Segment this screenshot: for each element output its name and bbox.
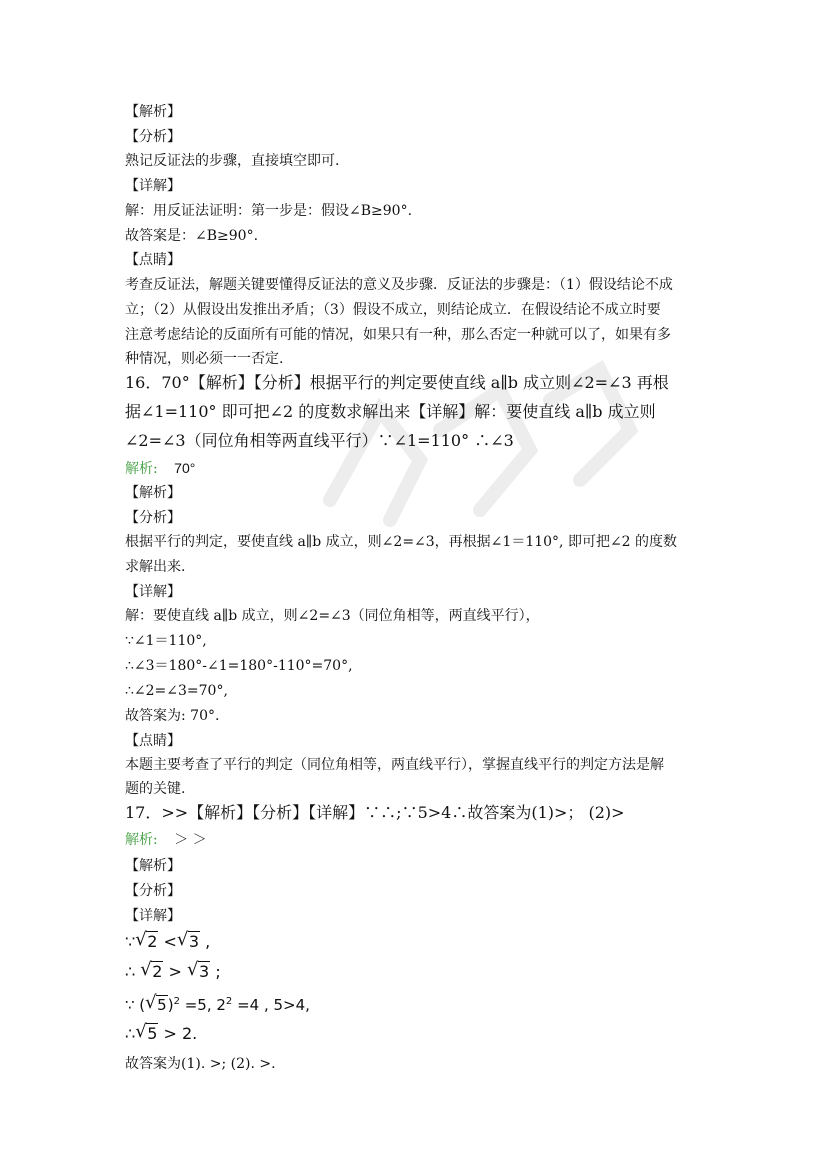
q16-answer-label: 解析: [125,461,158,477]
q16-answer-value: 70° [174,460,196,476]
q16-heading-xiangjie: 【详解】 [125,584,181,600]
heading-xiangjie: 【详解】 [125,178,181,194]
q16-dianjing-line: 题的关键. [125,781,186,797]
sqrt-symbol [137,1024,158,1044]
q16-step: ∵∠1＝110°, [125,633,207,649]
q17-math-line-3 [125,992,310,1015]
q16-step: ∴∠3＝180°-∠1=180°-110°=70°, [125,658,353,674]
q17-math-line-1 [125,932,210,952]
math-text: ∵ ( [125,996,146,1014]
dianjing-line: 注意考虑结论的反面所有可能的情况，如果只有一种，那么否定一种就可以了，如果有多 [125,327,671,343]
math-op: < [163,932,177,951]
dianjing-line: 立；（2）从假设出发推出矛盾；（3）假设不成立，则结论成立．在假设结论不成立时要 [125,302,661,318]
exponent: 2 [225,996,233,1007]
math-text: ∵ [125,932,136,951]
q17-answer-row [125,830,207,850]
q16-dianjing-line: 本题主要考查了平行的判定（同位角相等，两直线平行），掌握直线平行的判定方法是解 [125,757,664,773]
math-text: ; [215,962,221,981]
math-text: =5, 2 [179,996,226,1014]
exponent: 2 [173,996,180,1007]
answer-text: 故答案是：∠B≥90°. [125,228,259,244]
q17-answer-label: 解析: [125,832,158,848]
heading-dianjing: 【点睛】 [125,252,181,268]
q16-step: ∴∠2=∠3=70°, [125,683,228,699]
math-text: > 2. [158,1024,198,1043]
sqrt-symbol [147,995,168,1015]
radicand: 2 [152,962,163,981]
sqrt-symbol [179,932,200,952]
q17-line: 17．>>【解析】【分析】【详解】∵∴;∵5>4∴故答案为(1)>； (2)> [125,803,625,822]
q16-heading-fenxi: 【分析】 [125,510,181,526]
xiangjie-text: 解：用反证法证明：第一步是：假设∠B≥90°. [125,203,413,219]
q17-final-answer: 故答案为(1). >; (2). >. [125,1056,276,1072]
q16-answer-row [125,458,195,479]
q17-math-line-4 [125,1024,197,1044]
fenxi-text: 熟记反证法的步骤，直接填空即可. [125,153,340,169]
q16-line: 据∠1=110° 即可把∠2 的度数求解出来【详解】解：要使直线 a∥b 成立则 [125,402,656,421]
math-text: ∴ [125,962,141,981]
math-text: =4 , 5>4, [232,996,310,1014]
q16-line: ∠2=∠3（同位角相等两直线平行）∵∠1=110° ∴∠3 [125,431,514,450]
heading-jiexi: 【解析】 [125,104,181,120]
dianjing-line: 考查反证法，解题关键要懂得反证法的意义及步骤．反证法的步骤是：（1）假设结论不成 [125,277,673,293]
radicand: 5 [157,996,167,1014]
q16-step: 故答案为: 70°. [125,708,220,724]
radicand: 5 [147,1024,158,1043]
q16-step: 解：要使直线 a∥b 成立，则∠2=∠3（同位角相等，两直线平行）， [125,608,540,624]
q17-heading-jiexi: 【解析】 [125,858,181,874]
q17-answer-value: ＞ ＞ [174,832,207,848]
math-text: ∴ [125,1024,136,1043]
q17-heading-fenxi: 【分析】 [125,883,181,899]
radicand: 3 [188,932,200,951]
math-text: ) [167,996,174,1014]
q16-heading-dianjing: 【点睛】 [125,733,181,749]
sqrt-symbol [137,932,158,952]
q16-heading-jiexi: 【解析】 [125,485,181,501]
q17-math-line-2 [125,962,221,982]
q17-heading-xiangjie: 【详解】 [125,908,181,924]
q16-line: 16．70°【解析】【分析】根据平行的判定要使直线 a∥b 成立则∠2=∠3 再根 [125,373,669,392]
sqrt-symbol [142,962,163,982]
heading-fenxi: 【分析】 [125,129,181,145]
radicand: 3 [199,962,210,981]
math-op: > [168,962,188,981]
radicand: 2 [147,932,158,951]
q16-fenxi-line: 求解出来. [125,559,186,575]
dianjing-line: 种情况，则必须一一否定. [125,351,284,367]
sqrt-symbol [189,962,210,982]
math-text: , [205,932,211,951]
q16-fenxi-line: 根据平行的判定，要使直线 a∥b 成立，则∠2=∠3，再根据∠1＝110°, 即可把∠2 的度数 [125,534,678,550]
